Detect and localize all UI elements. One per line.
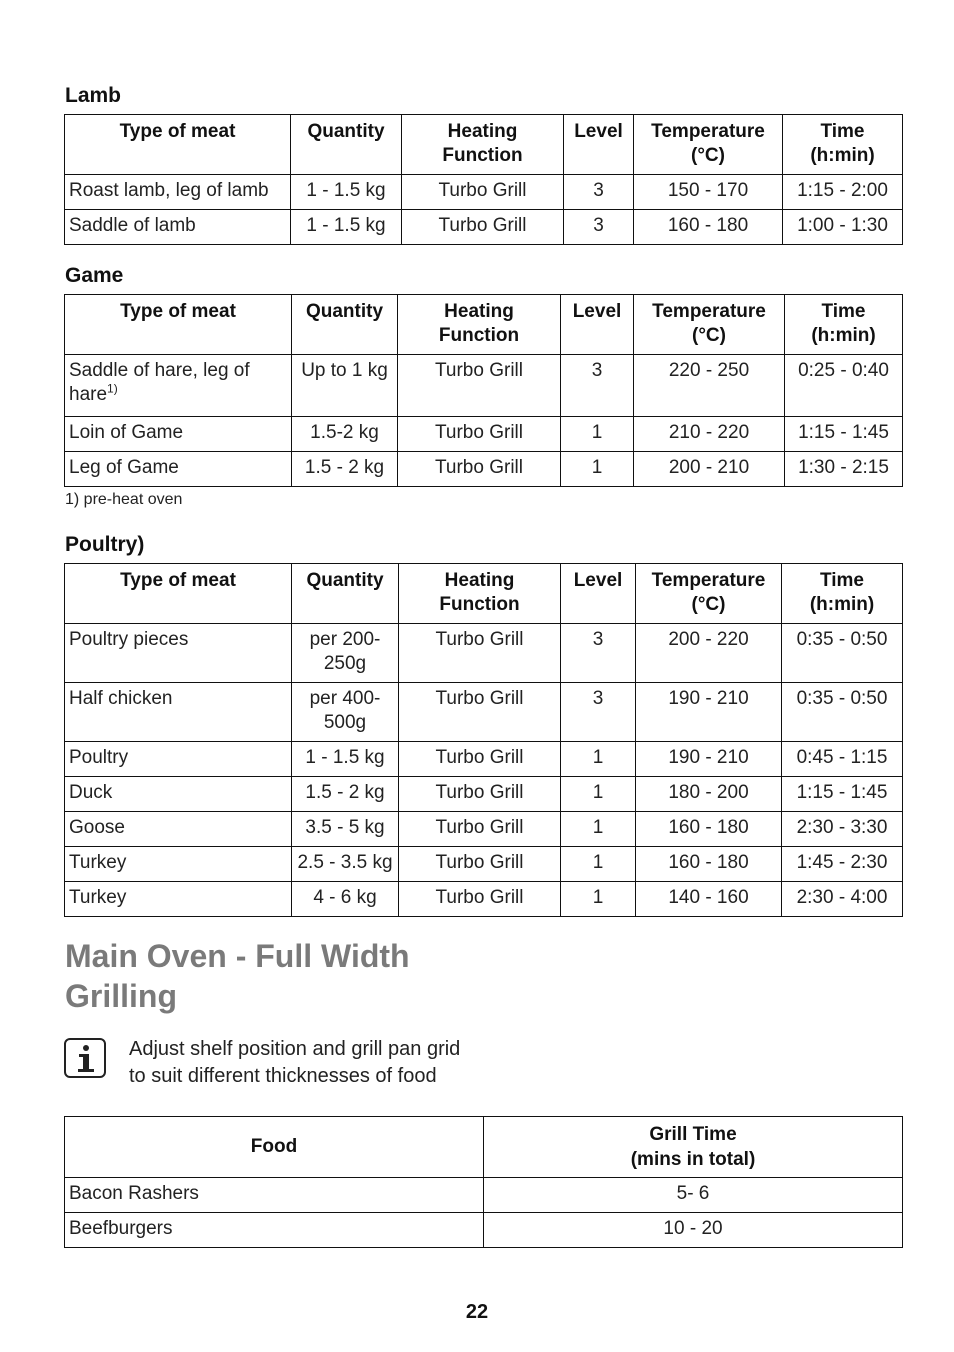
table-row bbox=[65, 624, 903, 683]
cell: 150 - 170 bbox=[634, 175, 783, 210]
info-icon bbox=[64, 1038, 106, 1078]
cell: 220 - 250 bbox=[634, 355, 785, 417]
col-header: Type of meat bbox=[65, 115, 291, 175]
col-header: Time (h:min) bbox=[783, 115, 903, 175]
table-header-row bbox=[65, 295, 903, 355]
table-row bbox=[65, 452, 903, 487]
table-row bbox=[65, 417, 903, 452]
cell: Up to 1 kg bbox=[292, 355, 398, 417]
cell: 3 bbox=[564, 175, 634, 210]
cell: 190 - 210 bbox=[636, 742, 782, 777]
cell: 3 bbox=[561, 683, 636, 742]
cell: Beefburgers bbox=[65, 1213, 484, 1248]
table-row bbox=[65, 355, 903, 417]
grill-time-label: Grill Time bbox=[649, 1124, 737, 1145]
cell: Turkey bbox=[65, 847, 292, 882]
cell: 190 - 210 bbox=[636, 683, 782, 742]
cell: Leg of Game bbox=[65, 452, 292, 487]
cell: 1 bbox=[561, 812, 636, 847]
cell: 3 bbox=[561, 355, 634, 417]
grilling-heading-line1: Main Oven - Full Width bbox=[65, 938, 410, 974]
cell: 200 - 220 bbox=[636, 624, 782, 683]
cell: 1.5 - 2 kg bbox=[292, 777, 399, 812]
table-row bbox=[65, 812, 903, 847]
cell: 1 bbox=[561, 452, 634, 487]
cell: Half chicken bbox=[65, 683, 292, 742]
cell: 1:15 - 1:45 bbox=[782, 777, 903, 812]
cell: Turbo Grill bbox=[398, 417, 561, 452]
info-note-line1: Adjust shelf position and grill pan grid bbox=[129, 1038, 461, 1060]
cell: Loin of Game bbox=[65, 417, 292, 452]
lamb-title: Lamb bbox=[65, 84, 122, 107]
grill-time-unit: (mins in total) bbox=[630, 1149, 756, 1170]
cell: 180 - 200 bbox=[636, 777, 782, 812]
cell: 1:30 - 2:15 bbox=[785, 452, 903, 487]
cell: Turbo Grill bbox=[398, 355, 561, 417]
cell: Turbo Grill bbox=[399, 624, 561, 683]
info-note-line2: to suit different thicknesses of food bbox=[129, 1065, 437, 1087]
col-header: Level bbox=[561, 564, 636, 624]
cell: 1 bbox=[561, 882, 636, 917]
cell: 1 - 1.5 kg bbox=[291, 175, 402, 210]
cell: 1:45 - 2:30 bbox=[782, 847, 903, 882]
table-header-row bbox=[65, 564, 903, 624]
cell: 0:25 - 0:40 bbox=[785, 355, 903, 417]
cell: 210 - 220 bbox=[634, 417, 785, 452]
cell: Turbo Grill bbox=[399, 683, 561, 742]
col-header: Heating Function bbox=[398, 295, 561, 355]
poultry-title: Poultry) bbox=[65, 533, 145, 556]
col-header: Quantity bbox=[292, 295, 398, 355]
col-header: Temperature (°C) bbox=[636, 564, 782, 624]
table-row bbox=[65, 1178, 903, 1213]
poultry-table bbox=[64, 563, 903, 917]
col-header: Heating Function bbox=[402, 115, 564, 175]
cell: 4 - 6 kg bbox=[292, 882, 399, 917]
cell: Poultry bbox=[65, 742, 292, 777]
table-header-row bbox=[65, 115, 903, 175]
cell: 1:15 - 2:00 bbox=[783, 175, 903, 210]
table-row bbox=[65, 175, 903, 210]
meat-name: Saddle of hare, leg of hare bbox=[69, 360, 250, 405]
cell: Saddle of lamb bbox=[65, 210, 291, 245]
cell: 0:45 - 1:15 bbox=[782, 742, 903, 777]
cell: 1:15 - 1:45 bbox=[785, 417, 903, 452]
footnote-marker: 1) bbox=[107, 381, 118, 396]
col-header: Temperature (°C) bbox=[634, 295, 785, 355]
cell: 10 - 20 bbox=[484, 1213, 903, 1248]
cell: Turbo Grill bbox=[402, 210, 564, 245]
table-row bbox=[65, 777, 903, 812]
cell: 200 - 210 bbox=[634, 452, 785, 487]
col-header: Level bbox=[561, 295, 634, 355]
cell: 0:35 - 0:50 bbox=[782, 624, 903, 683]
cell: Turbo Grill bbox=[399, 847, 561, 882]
col-header: Heating Function bbox=[399, 564, 561, 624]
cell: per 400-500g bbox=[292, 683, 399, 742]
cell: 1:00 - 1:30 bbox=[783, 210, 903, 245]
cell: 1 bbox=[561, 742, 636, 777]
cell: 5- 6 bbox=[484, 1178, 903, 1213]
col-header: Quantity bbox=[291, 115, 402, 175]
page-number: 22 bbox=[465, 1301, 489, 1323]
cell: 1 bbox=[561, 847, 636, 882]
cell: 160 - 180 bbox=[634, 210, 783, 245]
cell: Turkey bbox=[65, 882, 292, 917]
cell: 0:35 - 0:50 bbox=[782, 683, 903, 742]
cell: 1 - 1.5 kg bbox=[292, 742, 399, 777]
game-title: Game bbox=[65, 264, 124, 287]
cell: 1.5 - 2 kg bbox=[292, 452, 398, 487]
cell: Turbo Grill bbox=[399, 812, 561, 847]
col-header: Temperature (°C) bbox=[634, 115, 783, 175]
game-table bbox=[64, 294, 903, 487]
col-header: Level bbox=[564, 115, 634, 175]
col-header: Time (h:min) bbox=[782, 564, 903, 624]
cell: Duck bbox=[65, 777, 292, 812]
table-row bbox=[65, 1213, 903, 1248]
footnote: 1) pre-heat oven bbox=[65, 491, 183, 508]
cell: 2:30 - 4:00 bbox=[782, 882, 903, 917]
cell: Poultry pieces bbox=[65, 624, 292, 683]
table-header-row bbox=[65, 1117, 903, 1178]
cell: 1 - 1.5 kg bbox=[291, 210, 402, 245]
info-note bbox=[129, 1036, 460, 1090]
cell: Turbo Grill bbox=[399, 882, 561, 917]
cell: 160 - 180 bbox=[636, 847, 782, 882]
col-header: Quantity bbox=[292, 564, 399, 624]
grilling-heading-line2: Grilling bbox=[65, 978, 177, 1014]
cell: 1.5-2 kg bbox=[292, 417, 398, 452]
cell: 3 bbox=[561, 624, 636, 683]
cell: Turbo Grill bbox=[399, 777, 561, 812]
cell: 2:30 - 3:30 bbox=[782, 812, 903, 847]
cell: per 200-250g bbox=[292, 624, 399, 683]
cell: 3.5 - 5 kg bbox=[292, 812, 399, 847]
cell: 160 - 180 bbox=[636, 812, 782, 847]
cell: 140 - 160 bbox=[636, 882, 782, 917]
cell: 3 bbox=[564, 210, 634, 245]
grilling-heading bbox=[65, 936, 410, 1016]
lamb-table bbox=[64, 114, 903, 245]
cell: 2.5 - 3.5 kg bbox=[292, 847, 399, 882]
col-header: Type of meat bbox=[65, 564, 292, 624]
table-row bbox=[65, 847, 903, 882]
cell: Goose bbox=[65, 812, 292, 847]
col-header: Type of meat bbox=[65, 295, 292, 355]
cell bbox=[65, 355, 292, 417]
cell: Turbo Grill bbox=[399, 742, 561, 777]
cell: 1 bbox=[561, 417, 634, 452]
cell: Roast lamb, leg of lamb bbox=[65, 175, 291, 210]
cell: Turbo Grill bbox=[398, 452, 561, 487]
table-row bbox=[65, 882, 903, 917]
cell: Bacon Rashers bbox=[65, 1178, 484, 1213]
table-row bbox=[65, 742, 903, 777]
cell: 1 bbox=[561, 777, 636, 812]
col-header-food: Food bbox=[65, 1117, 484, 1178]
cell: Turbo Grill bbox=[402, 175, 564, 210]
table-row bbox=[65, 210, 903, 245]
grill-table bbox=[64, 1116, 903, 1248]
col-header: Time (h:min) bbox=[785, 295, 903, 355]
table-row bbox=[65, 683, 903, 742]
col-header-grill-time bbox=[484, 1117, 903, 1178]
